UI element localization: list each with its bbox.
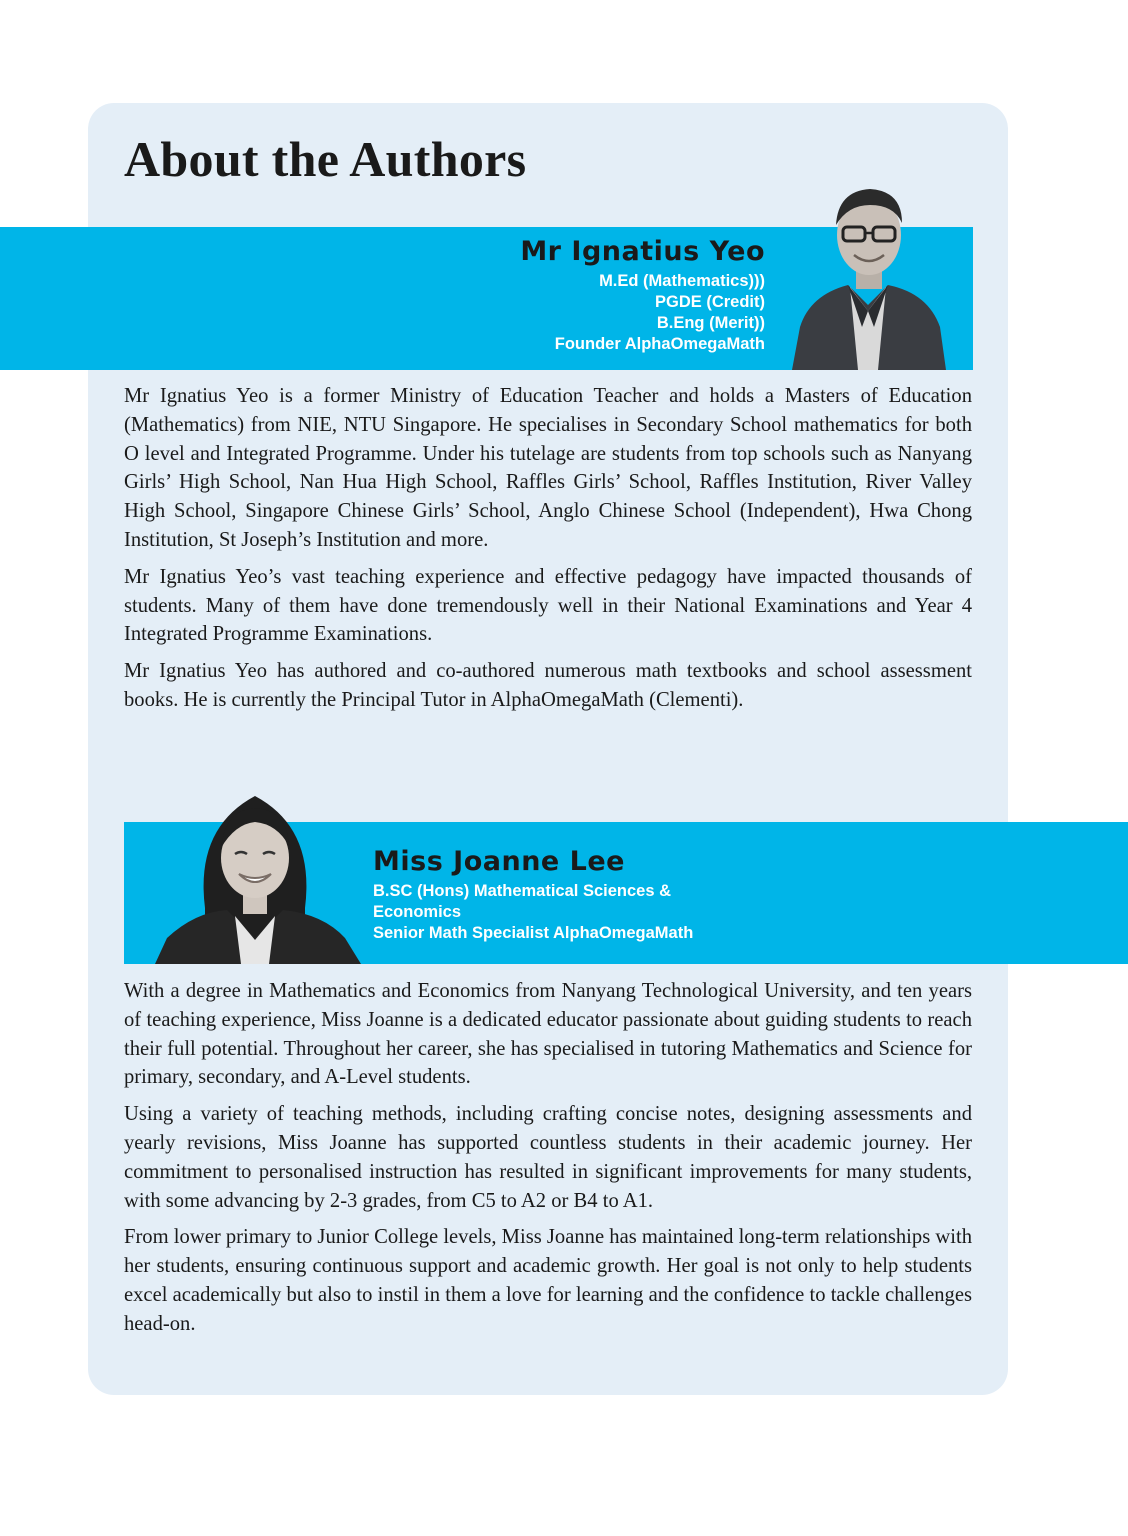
author1-name: Mr Ignatius Yeo (520, 236, 765, 267)
author1-credential: M.Ed (Mathematics))) (599, 272, 765, 290)
author1-credential: B.Eng (Merit)) (656, 314, 765, 332)
bio-paragraph: From lower primary to Junior College levels, Miss Joanne has maintained long-term relationships with her students, ensuring continuous support and academic growth. Her goal is not only to help students excel academically but also to instil in them a love for learning and the confidence to tackle challenges head-on. (124, 1226, 972, 1335)
bio-paragraph: Mr Ignatius Yeo has authored and co-authored numerous math textbooks and school assessment books. He is currently the Principal Tutor in AlphaOmegaMath (Clementi). (124, 660, 972, 711)
author2-heading (373, 846, 693, 944)
author1-bio (124, 382, 972, 723)
author2-photo (155, 788, 361, 964)
author1-photo (790, 177, 946, 370)
author2-credential: Economics (373, 903, 462, 921)
bio-paragraph: Using a variety of teaching methods, including crafting concise notes, designing assessments and yearly revisions, Miss Joanne has supported countless students in their academic journey. Her commitment to personalised instruction has resulted in significant improvements for many students, with some advancing by 2-3 grades, from C5 to A2 or B4 to A1. (124, 1103, 972, 1212)
author1-credential: PGDE (Credit) (654, 293, 765, 311)
bio-paragraph: Mr Ignatius Yeo’s vast teaching experience and effective pedagogy have impacted thousands of students. Many of them have done tremendously well in their National Examinations and Year 4 Integrated Programme Examinations. (124, 565, 972, 646)
bio-paragraph: Mr Ignatius Yeo is a former Ministry of Education Teacher and holds a Masters of Education (Mathematics) from NIE, NTU Singapore. He specialises in Secondary School mathematics for both O level and Integrated Programme. Under his tutelage are students from top schools such as Nanyang Girls’ High School, Nan Hua High School, Raffles Girls’ School, Raffles Institution, River Valley High School, Singapore Chinese Girls’ School, Anglo Chinese School (Independent), Hwa Chong Institution, St Joseph’s Institution and more. (124, 385, 972, 551)
author2-bio (124, 977, 972, 1347)
author1-heading (520, 236, 765, 355)
author2-credential: B.SC (Hons) Mathematical Sciences & (373, 882, 671, 900)
author2-name: Miss Joanne Lee (373, 846, 625, 877)
bio-paragraph: With a degree in Mathematics and Economics from Nanyang Technological University, and ten years of teaching experience, Miss Joanne is a dedicated educator passionate about guiding students to reach their full potential. Throughout her career, she has specialised in tutoring Mathematics and Science for primary, secondary, and A-Level students. (124, 980, 972, 1089)
page-title: About the Authors (124, 131, 527, 187)
author1-credential: Founder AlphaOmegaMath (554, 335, 765, 353)
author2-credential: Senior Math Specialist AlphaOmegaMath (373, 924, 694, 942)
